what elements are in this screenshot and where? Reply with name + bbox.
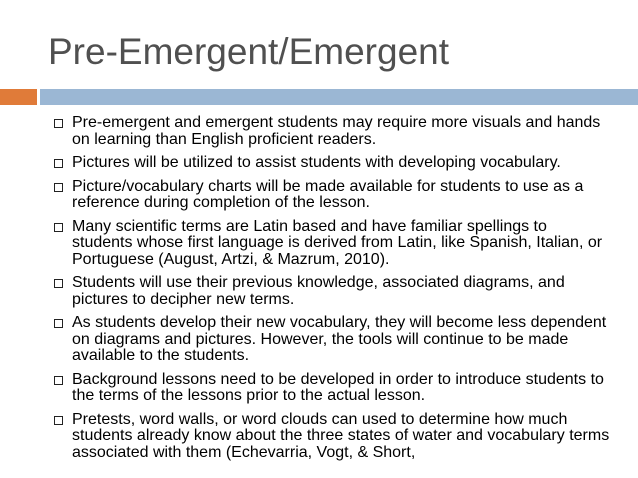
accent-bar-blue bbox=[40, 89, 638, 105]
bullet-text: Pretests, word walls, or word clouds can used to determine how much students already know about the three states of water and vocabulary terms associated with them (Echevarria, Vogt, & Short, bbox=[72, 410, 610, 461]
bullet-item bbox=[50, 315, 610, 365]
bullet-text: As students develop their new vocabulary, they will become less dependent on diagrams and pictures. However, the tools will continue to be made available to the students. bbox=[72, 314, 607, 364]
square-outline-icon bbox=[54, 416, 63, 425]
bullet-item bbox=[50, 412, 610, 462]
square-outline-icon bbox=[54, 279, 63, 288]
bullet-text: Background lessons need to be developed in order to introduce students to the terms of the lessons prior to the actual lesson. bbox=[72, 370, 604, 404]
bullet-list bbox=[50, 115, 610, 468]
bullet-text: Picture/vocabulary charts will be made available for students to use as a reference during completion of the lesson. bbox=[72, 177, 584, 211]
bullet-item bbox=[50, 275, 610, 308]
bullet-item bbox=[50, 372, 610, 405]
square-outline-icon bbox=[54, 183, 63, 192]
bullet-item bbox=[50, 219, 610, 269]
square-outline-icon bbox=[54, 376, 63, 385]
bullet-item bbox=[50, 155, 610, 172]
square-outline-icon bbox=[54, 223, 63, 232]
square-outline-icon bbox=[54, 319, 63, 328]
accent-bar-orange bbox=[0, 89, 37, 105]
bullet-item bbox=[50, 115, 610, 148]
square-outline-icon bbox=[54, 119, 63, 128]
bullet-item bbox=[50, 179, 610, 212]
bullet-text: Pictures will be utilized to assist students with developing vocabulary. bbox=[72, 154, 561, 171]
slide-title: Pre-Emergent/Emergent bbox=[48, 31, 450, 72]
bullet-text: Many scientific terms are Latin based and have familiar spellings to students whose first language is derived from Latin, like Spanish, Italian, or Portuguese (August, Artzi, & Mazrum, 2010). bbox=[72, 217, 603, 268]
square-outline-icon bbox=[54, 159, 63, 168]
bullet-text: Students will use their previous knowledge, associated diagrams, and pictures to decipher new terms. bbox=[72, 274, 565, 308]
bullet-text: Pre-emergent and emergent students may require more visuals and hands on learning than English proficient readers. bbox=[72, 114, 601, 148]
